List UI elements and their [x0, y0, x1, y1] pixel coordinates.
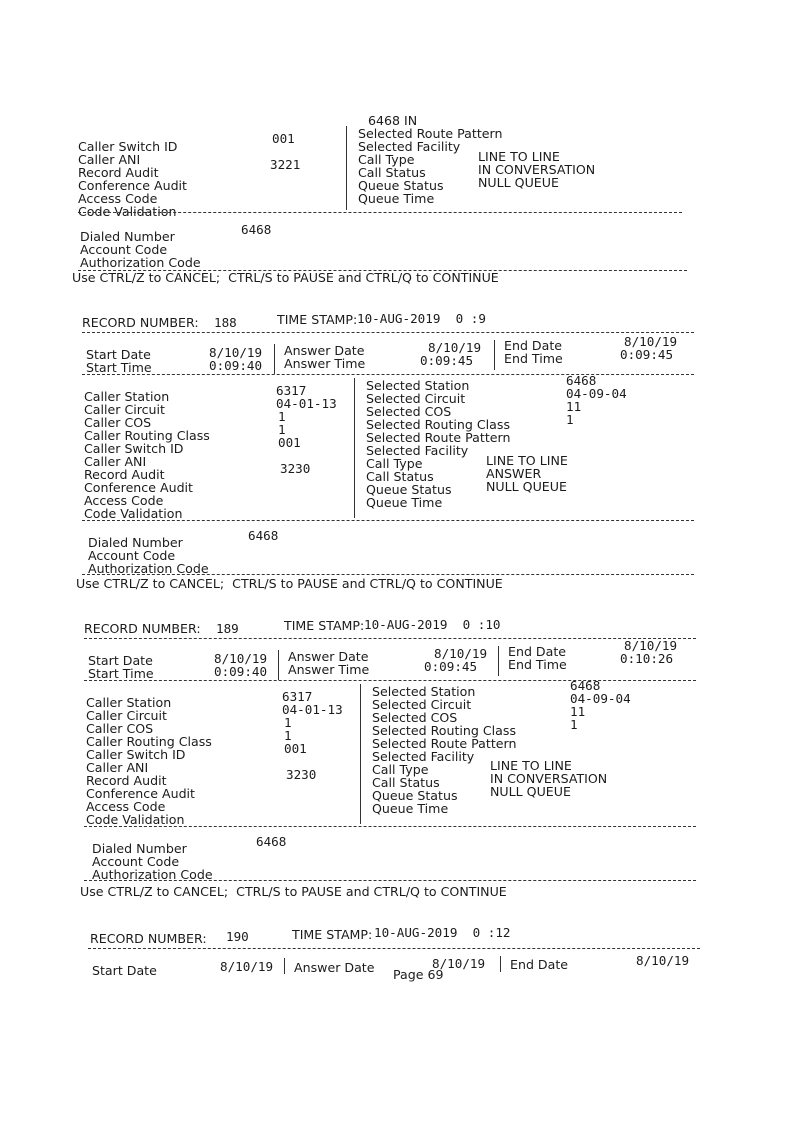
time-stamp-label: TIME STAMP:	[277, 312, 358, 327]
answer-time-label: Answer Time	[288, 662, 370, 677]
caller-station-value: 6317	[276, 383, 307, 398]
call-type-value: LINE TO LINE	[486, 453, 568, 468]
call-status-value: ANSWER	[486, 466, 542, 481]
caller-routing-class-value: 1	[278, 422, 286, 437]
start-date-value: 8/10/19	[209, 345, 263, 360]
time-stamp-label: TIME STAMP:	[284, 618, 365, 633]
answer-date-value: 8/10/19	[428, 340, 482, 355]
queue-status-label: Queue Status	[366, 482, 452, 497]
selected-routing-class-label: Selected Routing Class	[372, 723, 517, 738]
selected-cos-value: 11	[566, 399, 582, 414]
selected-circuit-label: Selected Circuit	[372, 697, 472, 712]
authorization-code-label: Authorization Code	[80, 255, 201, 270]
queue-time-label: Queue Time	[358, 191, 435, 206]
account-code-label: Account Code	[92, 854, 180, 869]
authorization-code-label: Authorization Code	[88, 561, 209, 576]
dialed-number-value: 6468	[241, 222, 272, 237]
selected-cos-value: 11	[570, 704, 586, 719]
caller-switch-id-value: 001	[284, 741, 307, 756]
record-number-label: RECORD NUMBER:	[84, 621, 201, 636]
call-type-value: LINE TO LINE	[478, 149, 560, 164]
start-date-label: Start Date	[86, 347, 151, 362]
caller-circuit-label: Caller Circuit	[86, 708, 167, 723]
end-time-label: End Time	[508, 657, 567, 672]
call-type-label: Call Type	[358, 152, 415, 167]
caller-ani-label: Caller ANI	[86, 760, 149, 775]
call-status-value: IN CONVERSATION	[490, 771, 608, 786]
answer-date-value: 8/10/19	[434, 646, 488, 661]
record-number-value: 190	[226, 929, 249, 944]
caller-cos-value: 1	[284, 715, 292, 730]
record-audit-label: Record Audit	[84, 467, 165, 482]
selected-routing-class-value: 1	[566, 412, 574, 427]
caller-switch-id-label: Caller Switch ID	[84, 441, 184, 456]
call-type-label: Call Type	[372, 762, 429, 777]
code-validation-label: Code Validation	[84, 506, 183, 521]
answer-date-label: Answer Date	[294, 960, 375, 975]
code-validation-label: Code Validation	[86, 812, 185, 827]
conference-audit-label: Conference Audit	[84, 480, 193, 495]
queue-status-value: NULL QUEUE	[486, 479, 567, 494]
end-time-label: End Time	[504, 351, 563, 366]
answer-date-label: Answer Date	[288, 649, 369, 664]
record-audit-label: Record Audit	[86, 773, 167, 788]
access-code-label: Access Code	[84, 493, 164, 508]
selected-facility-label: Selected Facility	[358, 139, 461, 154]
record-number-label: RECORD NUMBER:	[90, 931, 207, 946]
code-validation-label: Code Validation	[78, 204, 177, 219]
selected-circuit-value: 04-09-04	[570, 691, 631, 706]
end-date-label: End Date	[508, 644, 567, 659]
call-status-label: Call Status	[358, 165, 426, 180]
queue-status-value: NULL QUEUE	[478, 175, 559, 190]
call-type-value: LINE TO LINE	[490, 758, 572, 773]
queue-status-value: NULL QUEUE	[490, 784, 571, 799]
start-time-label: Start Time	[86, 360, 152, 375]
dialed-number-label: Dialed Number	[88, 535, 183, 550]
answer-time-value: 0:09:45	[420, 353, 474, 368]
selected-station-label: Selected Station	[366, 378, 470, 393]
answer-time-value: 0:09:45	[424, 659, 478, 674]
caller-routing-class-value: 1	[284, 728, 292, 743]
queue-status-label: Queue Status	[358, 178, 444, 193]
caller-station-label: Caller Station	[84, 389, 170, 404]
caller-switch-id-label: Caller Switch ID	[78, 139, 178, 154]
start-date-value: 8/10/19	[220, 959, 274, 974]
selected-routing-class-value: 1	[570, 717, 578, 732]
end-date-label: End Date	[504, 338, 563, 353]
caller-switch-id-value: 001	[272, 131, 295, 146]
end-date-value: 8/10/19	[624, 638, 678, 653]
queue-time-label: Queue Time	[366, 495, 443, 510]
selected-cos-label: Selected COS	[366, 404, 452, 419]
dialed-number-value: 6468	[248, 528, 279, 543]
caller-circuit-value: 04-01-13	[276, 396, 337, 411]
answer-time-label: Answer Time	[284, 356, 366, 371]
call-status-label: Call Status	[366, 469, 434, 484]
record-audit-value: 3230	[286, 767, 317, 782]
caller-ani-label: Caller ANI	[84, 454, 147, 469]
caller-station-value: 6317	[282, 689, 313, 704]
start-date-label: Start Date	[92, 963, 157, 978]
continue-prompt-1: Use CTRL/Z to CANCEL; CTRL/S to PAUSE and CTRL/Q to CONTINUE	[72, 270, 499, 285]
caller-switch-id-label: Caller Switch ID	[86, 747, 186, 762]
caller-circuit-label: Caller Circuit	[84, 402, 165, 417]
continue-prompt-2: Use CTRL/Z to CANCEL; CTRL/S to PAUSE and CTRL/Q to CONTINUE	[76, 576, 503, 591]
selected-circuit-value: 04-09-04	[566, 386, 627, 401]
dialed-number-label: Dialed Number	[80, 229, 175, 244]
caller-routing-class-label: Caller Routing Class	[84, 428, 210, 443]
time-stamp-value: 10-AUG-2019 0 :9	[357, 311, 486, 326]
answer-date-label: Answer Date	[284, 343, 365, 358]
end-time-value: 0:09:45	[620, 347, 674, 362]
conference-audit-label: Conference Audit	[78, 178, 187, 193]
start-time-label: Start Time	[88, 666, 154, 681]
access-code-label: Access Code	[78, 191, 158, 206]
dialed-number-value: 6468	[256, 834, 287, 849]
record-audit-value: 3221	[270, 157, 301, 172]
selected-circuit-label: Selected Circuit	[366, 391, 466, 406]
end-time-value: 0:10:26	[620, 651, 674, 666]
authorization-code-label: Authorization Code	[92, 867, 213, 882]
selected-station-value: 6468	[566, 373, 597, 388]
record-number-value: 188	[214, 315, 237, 330]
caller-ani-label: Caller ANI	[78, 152, 141, 167]
end-date-label: End Date	[510, 957, 569, 972]
access-code-label: Access Code	[86, 799, 166, 814]
selected-route-pattern-label: Selected Route Pattern	[366, 430, 511, 445]
answer-date-value: 8/10/19	[432, 956, 486, 971]
account-code-label: Account Code	[88, 548, 176, 563]
start-date-value: 8/10/19	[214, 651, 268, 666]
caller-switch-id-value: 001	[278, 435, 301, 450]
caller-cos-label: Caller COS	[86, 721, 154, 736]
page-number: Page 69	[393, 967, 444, 982]
time-stamp-value: 10-AUG-2019 0 :10	[364, 617, 501, 632]
selected-route-pattern-label: Selected Route Pattern	[372, 736, 517, 751]
account-code-label: Account Code	[80, 242, 168, 257]
selected-facility-label: Selected Facility	[366, 443, 469, 458]
selected-route-pattern-label: Selected Route Pattern	[358, 126, 503, 141]
call-status-value: IN CONVERSATION	[478, 162, 596, 177]
queue-status-label: Queue Status	[372, 788, 458, 803]
caller-station-label: Caller Station	[86, 695, 172, 710]
call-type-label: Call Type	[366, 456, 423, 471]
selected-cos-label: Selected COS	[372, 710, 458, 725]
start-time-value: 0:09:40	[214, 664, 268, 679]
dialed-number-label: Dialed Number	[92, 841, 187, 856]
caller-routing-class-label: Caller Routing Class	[86, 734, 212, 749]
start-time-value: 0:09:40	[209, 358, 263, 373]
record-number-value: 189	[216, 621, 239, 636]
record-audit-value: 3230	[280, 461, 311, 476]
selected-station-value: 6468	[570, 678, 601, 693]
selected-facility-label: Selected Facility	[372, 749, 475, 764]
record-number-label: RECORD NUMBER:	[82, 315, 199, 330]
conference-audit-label: Conference Audit	[86, 786, 195, 801]
caller-cos-label: Caller COS	[84, 415, 152, 430]
time-stamp-value: 10-AUG-2019 0 :12	[374, 925, 511, 940]
end-date-value: 8/10/19	[636, 953, 690, 968]
time-stamp-label: TIME STAMP:	[292, 927, 373, 942]
caller-circuit-value: 04-01-13	[282, 702, 343, 717]
end-date-value: 8/10/19	[624, 334, 678, 349]
selected-routing-class-label: Selected Routing Class	[366, 417, 511, 432]
selected-station-value: 6468 IN	[368, 113, 418, 128]
selected-station-label: Selected Station	[372, 684, 476, 699]
queue-time-label: Queue Time	[372, 801, 449, 816]
start-date-label: Start Date	[88, 653, 153, 668]
record-audit-label: Record Audit	[78, 165, 159, 180]
call-status-label: Call Status	[372, 775, 440, 790]
caller-cos-value: 1	[278, 409, 286, 424]
continue-prompt-3: Use CTRL/Z to CANCEL; CTRL/S to PAUSE and CTRL/Q to CONTINUE	[80, 884, 507, 899]
